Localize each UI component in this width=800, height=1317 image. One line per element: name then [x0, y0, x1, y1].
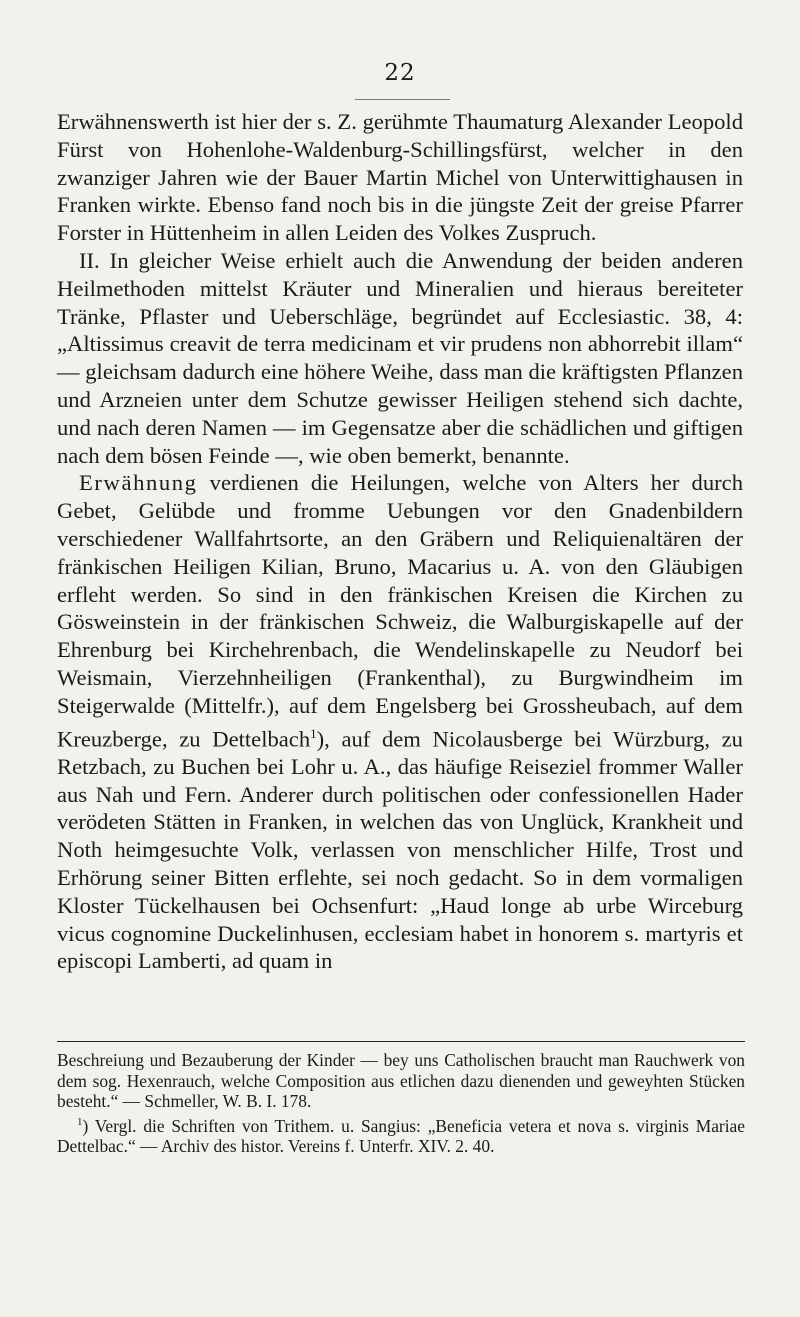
footnotes: [57, 1050, 745, 1156]
page-number: 22: [384, 60, 416, 86]
paragraph-3-lead-word: Erwähnung: [79, 470, 198, 496]
footnote-divider: [57, 1041, 745, 1042]
footnote-1-text: ) Vergl. die Schriften von Trithem. u. Sangius: „Beneficia vetera et nova s. virginis Mariae Dettelbac.“ — Archiv des histor. Vereins f. Unterfr. XIV. 2. 40.: [57, 1115, 745, 1156]
footnote-reference: 1: [310, 725, 317, 741]
paragraph-1: Erwähnenswerth ist hier der s. Z. gerühmte Thaumaturg Alexander Leopold Fürst von Hohenlohe-Waldenburg-Schillingsfürst, welcher in den zwanziger Jahren wie der Bauer Martin Michel von Unterwittighausen in Franken wirkte. Ebenso fand noch bis in die jüngste Zeit der greise Pfarrer Forster in Hüttenheim in allen Leiden des Volkes Zuspruch.: [57, 109, 743, 246]
paragraph-2: II. In gleicher Weise erhielt auch die Anwendung der beiden anderen Heilmethoden mittelst Kräuter und Mineralien und hieraus bereiteter Tränke, Pflaster und Ueberschläge, begründet auf Ecclesiastic. 38, 4: „Altissimus creavit de terra medicinam et vir prudens non abhorrebit illam“ — gleichsam dadurch eine höhere Weihe, dass man die kräftigsten Pflanzen und Arzneien unter dem Schutze gewisser Heiligen stehend sich dachte, und nach deren Namen — im Gegensatze aber die schädlichen und giftigen nach dem bösen Feinde —, wie oben bemerkt, benannte.: [57, 247, 744, 468]
paragraph-3-part-a: verdienen die Heilungen, welche von Alters her durch Gebet, Gelübde und fromme Uebungen vor den Gnadenbildern verschiedener Wallfahrtsorte, an den Gräbern und Reliquienaltären der fränkischen Heiligen Kilian, Bruno, Macarius u. A. von den Gläubigen erfleht werden. So sind in den fränkischen Kreisen die Kirchen zu Gösweinstein in der fränkischen Schweiz, die Walburgiskapelle auf der Ehrenburg bei Kirchehrenbach, die Wendelinskapelle zu Neudorf bei Weismain, Vierzehnheiligen (Frankenthal), zu Burgwindheim im Steigerwalde (Mittelfr.), auf dem Engelsberg bei Grossheubach, auf dem Kreuzberge, zu Dettelbach: [57, 470, 743, 752]
paragraph-3-part-b: ), auf dem Nicolausberge bei Würzburg, zu Retzbach, zu Buchen bei Lohr u. A., das häufige Reiseziel frommer Waller aus Nah und Fern. Anderer durch politischen oder confessionellen Hader verödeten Stätten in Franken, in welchen das von Unglück, Krankheit und Noth heimgesuchte Volk, verlassen von menschlicher Hilfe, Trost und Erhörung seiner Bitten erflehte, sei noch gedacht. So in dem vormaligen Kloster Tückelhausen bei Ochsenfurt: „Haud longe ab urbe Wirceburg vicus cognomine Duckelinhusen, ecclesiam habet in honorem s. martyris et episcopi Lamberti, ad quam in: [57, 726, 743, 974]
footnote-1: [57, 1112, 745, 1157]
header-rule: [355, 99, 450, 100]
footnote-1-mark: 1: [77, 1115, 83, 1128]
paragraph-3: [57, 469, 743, 975]
main-text: [57, 108, 743, 975]
footnote-continuation: Beschreiung und Bezauberung der Kinder — bey uns Catholischen braucht man Rauchwerk von dem sog. Hexenrauch, welche Composition aus etlichen dazu dienenden und geweyhten Stücken besteht.“ — Schmeller, W. B. I. 178.: [57, 1050, 745, 1111]
